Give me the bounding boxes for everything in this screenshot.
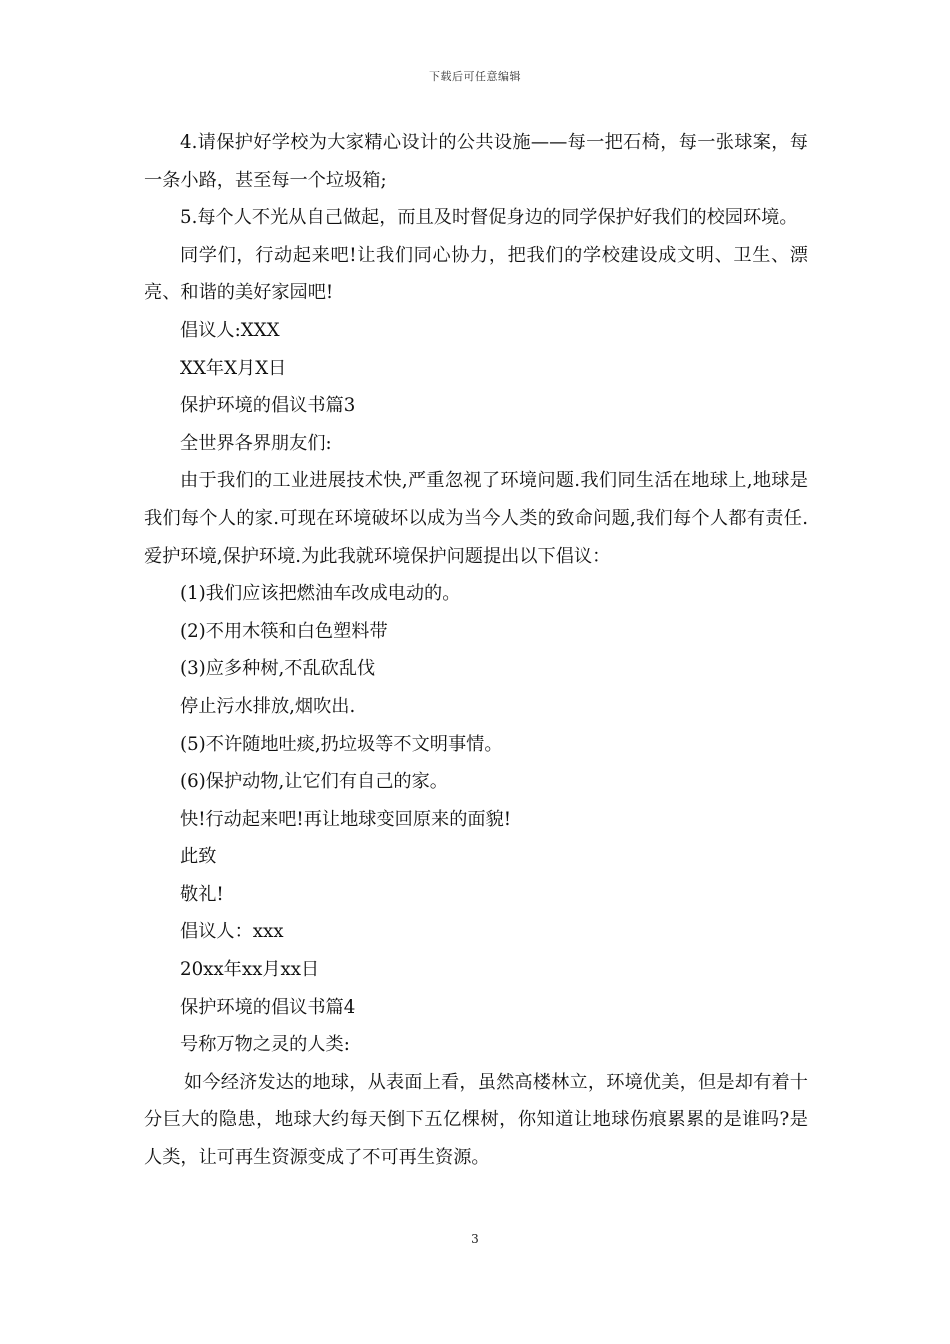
paragraph-intro: 由于我们的工业进展技术快,严重忽视了环境问题.我们同生活在地球上,地球是我们每个人的家.可现在环境破坏以成为当今人类的致命问题,我们每个人都有责任.爱护环境,保护环境.为此我就环境保护问题提出以下倡议： [144,470,808,567]
proposer-line: 倡议人:XXX [180,319,280,341]
section-title-4: 保护环境的倡议书篇4 [180,996,356,1018]
paragraph-final: 如今经济发达的地球，从表面上看，虽然高楼林立，环境优美，但是却有着十分巨大的隐患，地球大约每天倒下五亿棵树，你知道让地球伤痕累累的是谁吗?是人类，让可再生资源变成了不可再生资源。 [144,1071,808,1169]
list-item-3: (3)应多种树,不乱砍乱伐 [180,658,376,680]
closing-line-2: 敬礼! [180,883,224,905]
paragraph-call-to-action: 同学们，行动起来吧!让我们同心协力，把我们的学校建设成文明、卫生、漂亮、和谐的美好家园吧! [144,244,808,304]
date-line-2: 20xx年xx月xx日 [180,959,320,981]
date-line: XX年X月X日 [180,357,287,379]
list-item-5: (5)不许随地吐痰,扔垃圾等不文明事情。 [180,733,503,755]
salutation-2: 号称万物之灵的人类: [180,1034,350,1056]
page-header: 下载后可任意编辑 [429,70,521,83]
closing-line-1: 此致 [180,846,217,868]
proposer-line-2: 倡议人：xxx [180,921,284,943]
list-item-2: (2)不用木筷和白色塑料带 [180,620,388,642]
exclamation-line: 快!行动起来吧!再让地球变回原来的面貌! [180,808,512,830]
page-number: 3 [471,1232,479,1246]
list-item-1: (1)我们应该把燃油车改成电动的。 [180,583,461,605]
section-title-3: 保护环境的倡议书篇3 [180,395,356,417]
salutation: 全世界各界朋友们: [180,432,332,454]
list-item-4: 停止污水排放,烟吹出. [180,695,356,717]
list-item-6: (6)保护动物,让它们有自己的家。 [180,771,448,793]
paragraph-item-4: 4.请保护好学校为大家精心设计的公共设施——每一把石椅，每一张球案，每一条小路，甚至每一个垃圾箱; [144,132,808,191]
paragraph-item-5: 5.每个人不光从自己做起，而且及时督促身边的同学保护好我们的校园环境。 [180,207,798,229]
document-body [144,124,808,1177]
